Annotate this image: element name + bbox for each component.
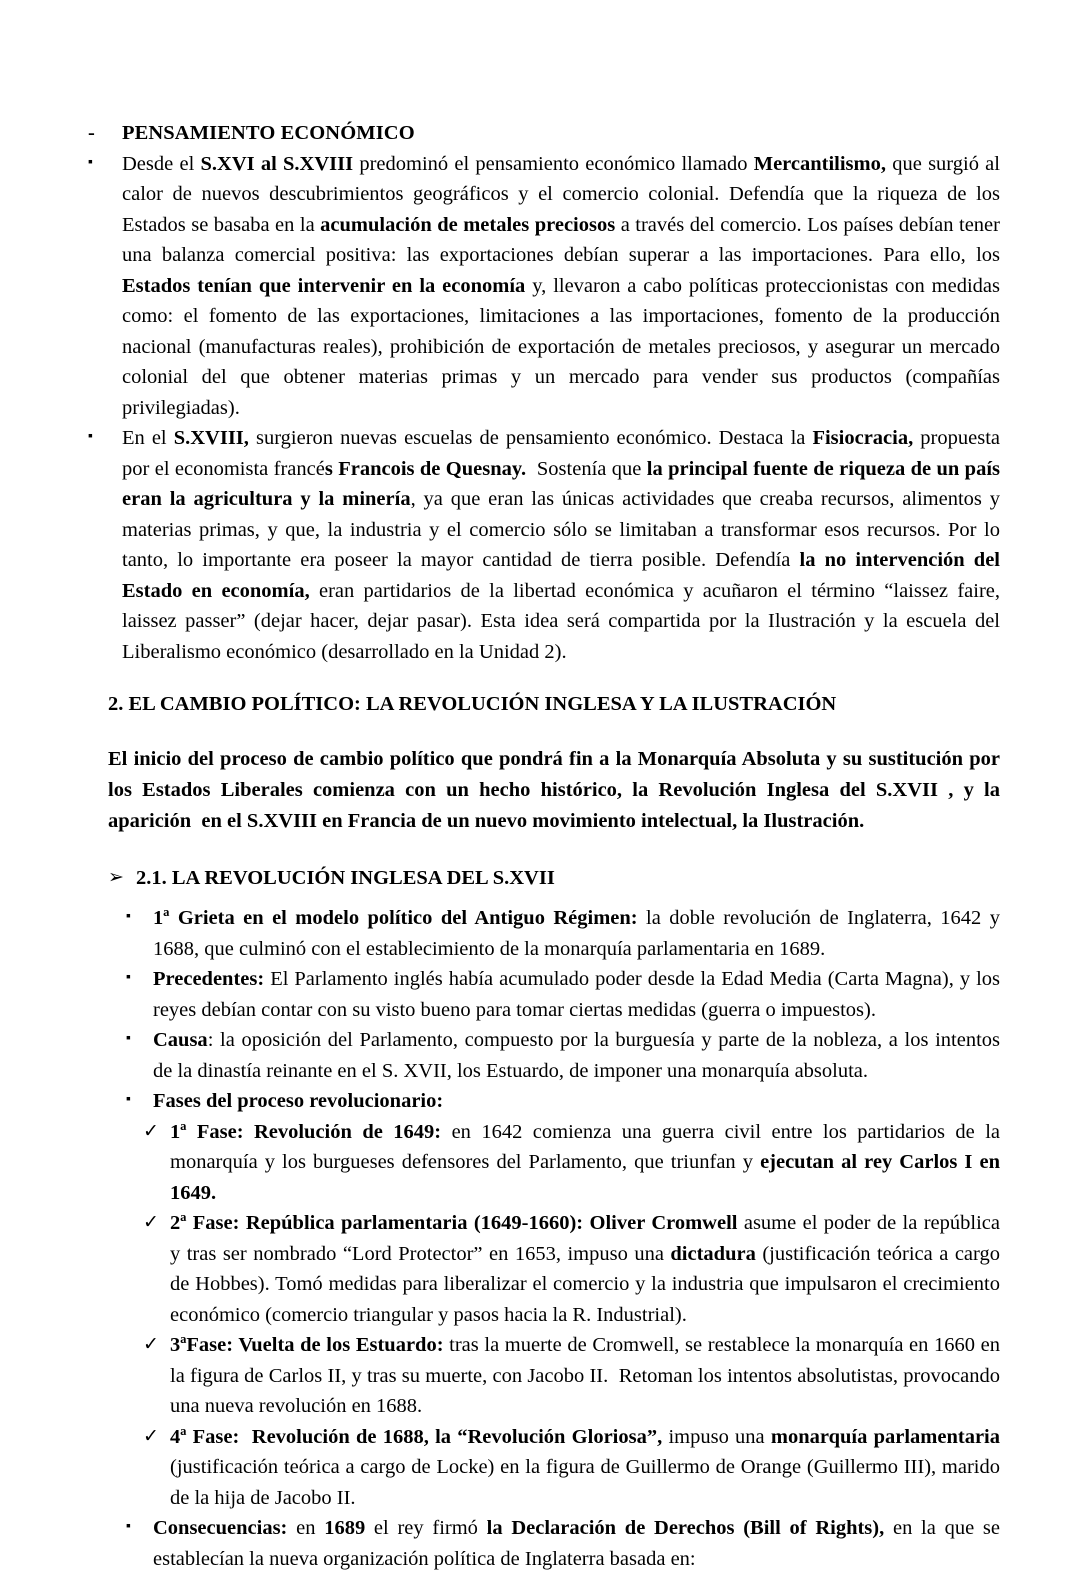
square-bullet-icon: ▪ bbox=[126, 970, 131, 985]
list-item-precedentes bbox=[126, 964, 1000, 1025]
section-heading-2: 2. EL CAMBIO POLÍTICO: LA REVOLUCIÓN INGLESA Y LA ILUSTRACIÓN bbox=[108, 693, 837, 715]
paragraph-section2-lead: El inicio del proceso de cambio político que pondrá fin a la Monarquía Absoluta y su sustitución por los Estados Liberales comienza con un hecho histórico, la Revolución Inglesa del S.XVII , y la aparición en el S.XVIII en Francia de un nuevo movimiento intelectual, la Ilustración. bbox=[108, 747, 1000, 832]
dash-bullet-icon: - bbox=[88, 122, 95, 144]
subsection-heading-2-1 bbox=[108, 863, 1000, 894]
paragraph-fase-1: 1ª Fase: Revolución de 1649: en 1642 comienza una guerra civil entre los partidarios de la monarquía y los burgueses defensores del Parlamento, que triunfan y ejecutan al rey Carlos I en 1649. bbox=[170, 1120, 1000, 1204]
paragraph-causa: Causa: la oposición del Parlamento, compuesto por la burguesía y parte de la nobleza, a los intentos de la dinastía reinante en el S. XVII, los Estuardo, de imponer una monarquía absoluta. bbox=[153, 1029, 1000, 1082]
list-item-mercantilismo bbox=[88, 149, 1000, 424]
list-item-fase-4 bbox=[143, 1422, 1000, 1514]
square-bullet-icon: ▪ bbox=[126, 1519, 131, 1534]
square-bullet-icon: ▪ bbox=[126, 1092, 131, 1107]
list-item-causa bbox=[126, 1025, 1000, 1086]
paragraph-consecuencias: Consecuencias: en 1689 el rey firmó la Declaración de Derechos (Bill of Rights), en la que se establecían la nueva organización política de Inglaterra basada en: bbox=[153, 1517, 1000, 1570]
list-item-pensamiento-economico bbox=[88, 118, 1000, 149]
list-item-fisiocracia bbox=[88, 423, 1000, 667]
list-item-fases-title bbox=[126, 1086, 1000, 1117]
list-item-fase-1 bbox=[143, 1117, 1000, 1209]
spacer bbox=[0, 893, 1080, 903]
square-bullet-icon: ▪ bbox=[88, 429, 93, 444]
document-content bbox=[0, 118, 1080, 1574]
list-item-fase-3 bbox=[143, 1330, 1000, 1422]
square-bullet-icon: ▪ bbox=[88, 154, 93, 170]
paragraph-fase-3: 3ªFase: Vuelta de los Estuardo: tras la muerte de Cromwell, se restablece la monarquía en 1660 en la figura de Carlos II, y tras su muerte, con Jacobo II. Retoman los intentos absolutistas, provocando una nueva revolución en 1688. bbox=[170, 1334, 1000, 1417]
arrow-bullet-icon: ➢ bbox=[108, 866, 124, 888]
paragraph-fase-2: 2ª Fase: República parlamentaria (1649-1660): Oliver Cromwell asume el poder de la república y tras ser nombrado “Lord Protector” en 1653, impuso una dictadura (justificación teórica a cargo de Hobbes). Tomó medidas para liberalizar el comercio y la industria que impulsaron el crecimiento económico (comercio triangular y pasos hacia la R. Industrial). bbox=[170, 1212, 1000, 1326]
check-bullet-icon: ✓ bbox=[143, 1120, 159, 1142]
heading-fases: Fases del proceso revolucionario: bbox=[153, 1090, 444, 1112]
paragraph-precedentes: Precedentes: El Parlamento inglés había acumulado poder desde la Edad Media (Carta Magna), y los reyes debían contar con su visto bueno para tomar ciertas medidas (guerra o impuestos). bbox=[153, 968, 1000, 1021]
check-bullet-icon: ✓ bbox=[143, 1212, 159, 1233]
list-item-grieta bbox=[126, 903, 1000, 964]
check-bullet-icon: ✓ bbox=[143, 1425, 159, 1447]
square-bullet-icon: ▪ bbox=[126, 909, 131, 924]
paragraph-grieta: 1ª Grieta en el modelo político del Antiguo Régimen: la doble revolución de Inglaterra, 1642 y 1688, que culminó con el establecimiento de la monarquía parlamentaria en 1689. bbox=[153, 907, 1000, 960]
paragraph-mercantilismo: Desde el S.XVI al S.XVIII predominó el pensamiento económico llamado Mercantilismo, que surgió al calor de nuevos descubrimientos geográficos y el comercio colonial. Defendía que la riqueza de los Estados se basaba en la acumulación de metales preciosos a través del comercio. Los países debían tener una balanza comercial positiva: las exportaciones debían superar a las importaciones. Para ello, los Estados tenían que intervenir en la economía y, llevaron a cabo políticas proteccionistas con medidas como: el fomento de las exportaciones, limitaciones a las importaciones, fomento de la producción nacional (manufacturas reales), prohibición de exportación de metales preciosos, y asegurar un mercado colonial del que obtener materias primas y un mercado para vender sus productos (compañías privilegiadas). bbox=[122, 152, 1000, 419]
heading-pensamiento-economico: PENSAMIENTO ECONÓMICO bbox=[122, 122, 415, 144]
square-bullet-icon: ▪ bbox=[126, 1031, 131, 1046]
list-item-consecuencias bbox=[126, 1513, 1000, 1574]
check-bullet-icon: ✓ bbox=[143, 1334, 159, 1355]
paragraph-fase-4: 4ª Fase: Revolución de 1688, la “Revolución Gloriosa”, impuso una monarquía parlamentaria (justificación teórica a cargo de Locke) en la figura de Guillermo de Orange (Guillermo III), marido de la hija de Jacobo II. bbox=[170, 1425, 1000, 1509]
list-item-fase-2 bbox=[143, 1208, 1000, 1330]
subsection-title-2-1: 2.1. LA REVOLUCIÓN INGLESA DEL S.XVII bbox=[136, 866, 555, 889]
paragraph-fisiocracia: En el S.XVIII, surgieron nuevas escuelas de pensamiento económico. Destaca la Fisiocracia, propuesta por el economista francés Francois de Quesnay. Sostenía que la principal fuente de riqueza de un país eran la agricultura y la minería, ya que eran las únicas actividades que creaba recursos, alimentos y materias primas, y que, la industria y el comercio sólo se limitaban a transformar esos recursos. Por lo tanto, lo importante era poseer la mayor cantidad de tierra posible. Defendía la no intervención del Estado en economía, eran partidarios de la libertad económica y acuñaron el término “laissez faire, laissez passer” (dejar hacer, dejar pasar). Esta idea será compartida por la Ilustración y la escuela del Liberalismo económico (desarrollado en la Unidad 2). bbox=[122, 427, 1001, 663]
